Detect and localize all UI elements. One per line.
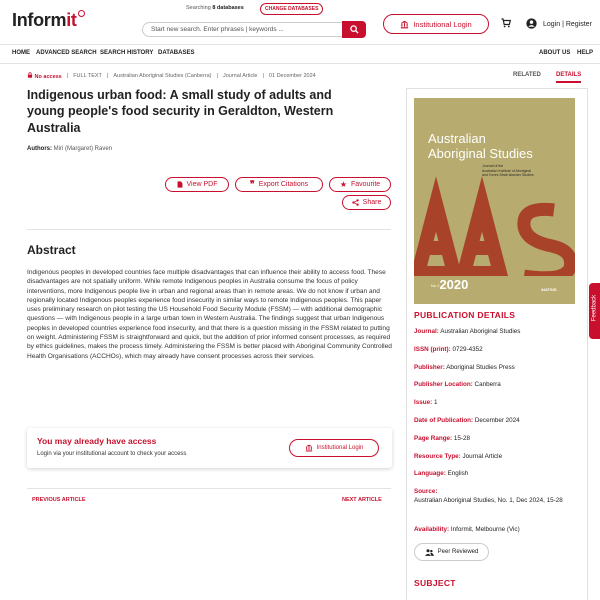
detail-source: Source: Australian Aboriginal Studies, No. 1, Dec 2024, 15-28	[414, 488, 563, 504]
search-input[interactable]: Start new search. Enter phrases | keywords ...	[142, 22, 342, 37]
publication-details-heading: PUBLICATION DETAILS	[414, 310, 516, 320]
nav-search-history[interactable]: SEARCH HISTORY	[100, 50, 154, 56]
meta-separator: |	[216, 73, 218, 79]
tab-related[interactable]: RELATED	[513, 72, 541, 78]
change-databases-button[interactable]: CHANGE DATABASES	[260, 3, 323, 15]
detail-issn: ISSN (print): 0729-4352	[414, 346, 483, 353]
detail-resource-type: Resource Type: Journal Article	[414, 453, 503, 460]
authors-line: Authors: Miri (Margaret) Raven	[27, 146, 113, 152]
people-icon	[425, 549, 434, 556]
search-button[interactable]	[342, 21, 366, 38]
meta-separator: |	[262, 73, 264, 79]
section-divider	[27, 229, 391, 230]
file-icon	[177, 181, 183, 188]
subject-heading: SUBJECT	[414, 578, 456, 588]
meta-fulltext: FULL TEXT	[73, 73, 102, 79]
export-citations-button[interactable]: ❞ Export Citations	[235, 177, 323, 192]
meta-journal[interactable]: Australian Aboriginal Studies (Canberra)	[113, 73, 212, 79]
cart-icon[interactable]	[501, 18, 511, 30]
institution-icon	[305, 444, 313, 452]
detail-date: Date of Publication: December 2024	[414, 417, 520, 424]
section-divider	[27, 488, 391, 489]
logo-accent-text: it	[66, 10, 77, 30]
article-title: Indigenous urban food: A small study of adults and young people's food security in Geraldton, Western Australia	[27, 88, 334, 135]
cover-title: Australian Aboriginal Studies	[428, 131, 533, 161]
access-subtext: Login via your institutional account to check your access	[37, 451, 187, 457]
share-button[interactable]: Share	[342, 195, 391, 210]
cover-subtitle: Journal of the Australian Institute of Aboriginal and Torres Strait Islander Studies	[482, 164, 534, 178]
feedback-tab[interactable]: Feedback	[589, 283, 600, 339]
meta-date: 01 December 2024	[268, 73, 316, 79]
abstract-text: Indigenous peoples in developed countries face multiple disadvantages that can influence their ability to access food. These disadvantages are not spatially uniform. While remote Indigenous peoples in Australia consume the focus of policy interventions, more Indigenous people live in urban and regional areas than in remote areas. We do not know if urban and regionally located Indigenous peoples experience food insecurity in similar ways to remote Indigenous peoples. This paper uses preliminary research on pilot testing the US Household Food Security Module (FSSM) — with additional demographic questions — with Indigenous people in a large urban town in Western Australia. The findings suggest that urban Indigenous peoples in developed countries experience food insecurity, and that there is a question missing in the FSSM related to putting on weight. Administering FSSM is straightforward and quick, but the addition of prior informed consent processes, as required by ethics guidelines, makes the process timely. Administering the FSSM is better placed with Aboriginal Community Controlled Health Organisations (ACCHOs), which may already have consent processes across their services.	[27, 269, 392, 360]
meta-separator: |	[66, 73, 69, 79]
previous-article-link[interactable]: PREVIOUS ARTICLE	[32, 497, 86, 503]
detail-publisher: Publisher: Aboriginal Studies Press	[414, 364, 515, 371]
access-status: No access	[27, 72, 62, 80]
view-pdf-button[interactable]: View PDF	[165, 177, 229, 192]
detail-issue: Issue: 1	[414, 399, 438, 406]
searching-databases: Searching 8 databases	[186, 5, 244, 11]
next-article-link[interactable]: NEXT ARTICLE	[342, 497, 382, 503]
nav-help[interactable]: HELP	[577, 50, 594, 56]
search-icon	[350, 25, 359, 34]
peer-reviewed-badge: Peer Reviewed	[414, 543, 489, 561]
cover-year: No 22020	[431, 277, 469, 292]
login-register-link[interactable]: Login | Register	[543, 21, 592, 28]
informit-logo[interactable]	[12, 10, 85, 31]
access-heading: You may already have access	[37, 436, 157, 446]
abstract-heading: Abstract	[27, 243, 76, 257]
detail-language: Language: English	[414, 470, 469, 477]
nav-home[interactable]: HOME	[12, 50, 30, 56]
author-link[interactable]: Miri (Margaret) Raven	[53, 146, 113, 152]
lock-icon	[27, 72, 33, 78]
logo-ring-icon	[78, 10, 85, 17]
journal-cover-image	[414, 98, 575, 304]
detail-page-range: Page Range: 15-28	[414, 435, 471, 442]
detail-publisher-location: Publisher Location: Canberra	[414, 381, 501, 388]
article-meta	[27, 72, 316, 80]
nav-databases[interactable]: DATABASES	[158, 50, 195, 56]
share-icon	[352, 199, 359, 206]
tab-details[interactable]: DETAILS	[556, 72, 581, 83]
cover-artwork	[414, 98, 575, 304]
institution-icon	[400, 20, 409, 29]
logo-text: Inform	[12, 10, 67, 30]
nav-about-us[interactable]: ABOUT US	[539, 50, 571, 56]
nav-advanced-search[interactable]: ADVANCED SEARCH	[36, 50, 97, 56]
meta-separator: |	[106, 73, 109, 79]
institutional-login-button[interactable]: Institutional Login	[383, 14, 489, 34]
cover-publisher-logo: AIATSIS	[541, 287, 557, 292]
favourite-button[interactable]: ★ Favourite	[329, 177, 391, 192]
detail-availability: Availability: Informit, Melbourne (Vic)	[414, 526, 520, 533]
callout-institutional-login-button[interactable]: Institutional Login	[289, 439, 379, 457]
meta-type: Journal Article	[222, 73, 258, 79]
user-account-icon[interactable]	[526, 18, 537, 31]
detail-journal: Journal: Australian Aboriginal Studies	[414, 328, 521, 335]
star-icon: ★	[339, 179, 347, 189]
quote-icon: ❞	[249, 179, 255, 189]
